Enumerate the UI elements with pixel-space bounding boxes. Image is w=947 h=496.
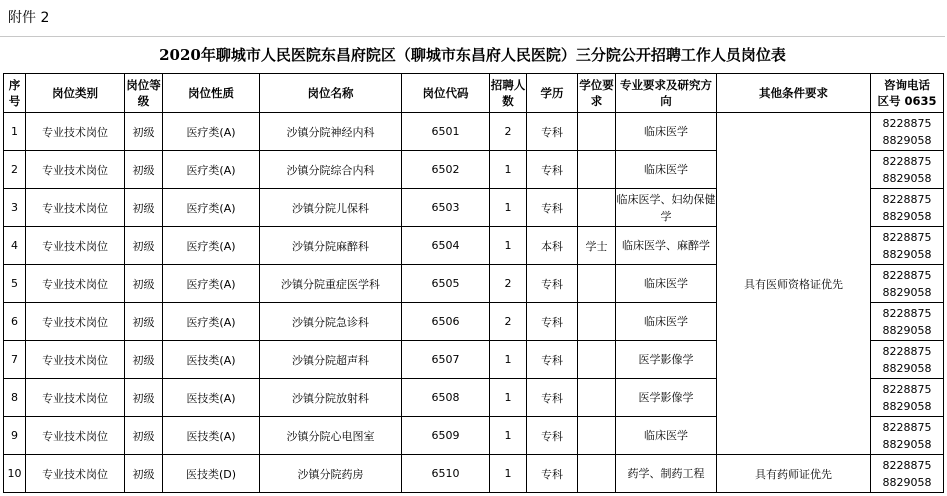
cell-degree: 学士 <box>578 227 616 265</box>
header-category: 岗位类别 <box>26 74 125 113</box>
cell-level: 初级 <box>125 341 163 379</box>
header-level: 岗位等级 <box>125 74 163 113</box>
cell-education: 专科 <box>527 303 578 341</box>
cell-other: 具有药师证优先 <box>717 455 871 493</box>
cell-seq: 7 <box>4 341 26 379</box>
cell-name: 沙镇分院麻醉科 <box>260 227 402 265</box>
header-count: 招聘人数 <box>490 74 527 113</box>
header-phone-line2: 区号 0635 <box>877 94 937 108</box>
cell-name: 沙镇分院药房 <box>260 455 402 493</box>
phone-number-1: 8228875 <box>882 116 932 130</box>
cell-level: 初级 <box>125 265 163 303</box>
header-row <box>4 74 944 113</box>
cell-major: 临床医学 <box>616 113 717 151</box>
cell-category: 专业技术岗位 <box>26 227 125 265</box>
cell-seq: 8 <box>4 379 26 417</box>
cell-major: 药学、制药工程 <box>616 455 717 493</box>
cell-level: 初级 <box>125 379 163 417</box>
cell-name: 沙镇分院放射科 <box>260 379 402 417</box>
phone-number-2: 8829058 <box>882 285 932 299</box>
cell-seq: 9 <box>4 417 26 455</box>
cell-nature: 医技类(A) <box>163 417 260 455</box>
cell-degree <box>578 151 616 189</box>
cell-code: 6504 <box>402 227 490 265</box>
phone-number-1: 8228875 <box>882 192 932 206</box>
cell-code: 6505 <box>402 265 490 303</box>
cell-level: 初级 <box>125 455 163 493</box>
cell-category: 专业技术岗位 <box>26 113 125 151</box>
cell-nature: 医疗类(A) <box>163 151 260 189</box>
cell-seq: 1 <box>4 113 26 151</box>
cell-degree <box>578 189 616 227</box>
cell-nature: 医疗类(A) <box>163 227 260 265</box>
cell-major: 临床医学、麻醉学 <box>616 227 717 265</box>
phone-number-2: 8829058 <box>882 209 932 223</box>
cell-major: 临床医学 <box>616 265 717 303</box>
header-major: 专业要求及研究方向 <box>616 74 717 113</box>
header-education: 学历 <box>527 74 578 113</box>
phone-number-1: 8228875 <box>882 268 932 282</box>
cell-code: 6503 <box>402 189 490 227</box>
cell-category: 专业技术岗位 <box>26 379 125 417</box>
table-title: 2020年聊城市人民医院东昌府院区（聊城市东昌府人民医院）三分院公开招聘工作人员岗位表 <box>159 46 786 64</box>
cell-level: 初级 <box>125 113 163 151</box>
cell-phone <box>871 379 944 417</box>
cell-count: 2 <box>490 303 527 341</box>
header-phone <box>871 74 944 113</box>
header-nature: 岗位性质 <box>163 74 260 113</box>
cell-education: 专科 <box>527 113 578 151</box>
cell-major: 医学影像学 <box>616 379 717 417</box>
cell-major: 临床医学、妇幼保健学 <box>616 189 717 227</box>
cell-education: 专科 <box>527 455 578 493</box>
phone-number-1: 8228875 <box>882 154 932 168</box>
cell-seq: 3 <box>4 189 26 227</box>
header-other: 其他条件要求 <box>717 74 871 113</box>
cell-code: 6510 <box>402 455 490 493</box>
cell-name: 沙镇分院儿保科 <box>260 189 402 227</box>
cell-degree <box>578 455 616 493</box>
cell-count: 2 <box>490 113 527 151</box>
cell-degree <box>578 303 616 341</box>
cell-count: 1 <box>490 417 527 455</box>
cell-degree <box>578 417 616 455</box>
cell-education: 专科 <box>527 341 578 379</box>
phone-number-2: 8829058 <box>882 323 932 337</box>
cell-degree <box>578 379 616 417</box>
table-row <box>4 113 944 151</box>
phone-number-2: 8829058 <box>882 247 932 261</box>
cell-degree <box>578 113 616 151</box>
cell-code: 6506 <box>402 303 490 341</box>
cell-category: 专业技术岗位 <box>26 189 125 227</box>
cell-nature: 医技类(A) <box>163 379 260 417</box>
cell-phone <box>871 227 944 265</box>
phone-number-2: 8829058 <box>882 361 932 375</box>
cell-education: 专科 <box>527 265 578 303</box>
cell-phone <box>871 417 944 455</box>
cell-category: 专业技术岗位 <box>26 455 125 493</box>
phone-number-1: 8228875 <box>882 420 932 434</box>
phone-number-1: 8228875 <box>882 230 932 244</box>
cell-level: 初级 <box>125 303 163 341</box>
cell-phone <box>871 151 944 189</box>
cell-category: 专业技术岗位 <box>26 151 125 189</box>
header-name: 岗位名称 <box>260 74 402 113</box>
cell-education: 专科 <box>527 189 578 227</box>
cell-category: 专业技术岗位 <box>26 265 125 303</box>
cell-seq: 5 <box>4 265 26 303</box>
cell-seq: 10 <box>4 455 26 493</box>
cell-nature: 医疗类(A) <box>163 113 260 151</box>
cell-education: 本科 <box>527 227 578 265</box>
cell-count: 1 <box>490 455 527 493</box>
cell-education: 专科 <box>527 417 578 455</box>
cell-count: 1 <box>490 151 527 189</box>
cell-level: 初级 <box>125 151 163 189</box>
cell-name: 沙镇分院超声科 <box>260 341 402 379</box>
cell-count: 1 <box>490 189 527 227</box>
cell-major: 临床医学 <box>616 151 717 189</box>
cell-level: 初级 <box>125 227 163 265</box>
cell-name: 沙镇分院神经内科 <box>260 113 402 151</box>
phone-number-2: 8829058 <box>882 399 932 413</box>
attachment-label: 附件 2 <box>0 0 945 37</box>
cell-phone <box>871 341 944 379</box>
cell-count: 1 <box>490 341 527 379</box>
phone-number-2: 8829058 <box>882 133 932 147</box>
cell-seq: 6 <box>4 303 26 341</box>
phone-number-1: 8228875 <box>882 306 932 320</box>
cell-code: 6502 <box>402 151 490 189</box>
cell-seq: 2 <box>4 151 26 189</box>
cell-phone <box>871 113 944 151</box>
cell-education: 专科 <box>527 379 578 417</box>
cell-nature: 医疗类(A) <box>163 303 260 341</box>
header-degree: 学位要求 <box>578 74 616 113</box>
cell-name: 沙镇分院急诊科 <box>260 303 402 341</box>
cell-code: 6508 <box>402 379 490 417</box>
positions-table <box>3 73 944 493</box>
cell-level: 初级 <box>125 417 163 455</box>
header-seq: 序号 <box>4 74 26 113</box>
cell-seq: 4 <box>4 227 26 265</box>
cell-nature: 医技类(A) <box>163 341 260 379</box>
cell-education: 专科 <box>527 151 578 189</box>
phone-number-2: 8829058 <box>882 475 932 489</box>
cell-count: 2 <box>490 265 527 303</box>
cell-name: 沙镇分院重症医学科 <box>260 265 402 303</box>
cell-level: 初级 <box>125 189 163 227</box>
cell-name: 沙镇分院综合内科 <box>260 151 402 189</box>
cell-code: 6507 <box>402 341 490 379</box>
table-row <box>4 455 944 493</box>
cell-nature: 医技类(D) <box>163 455 260 493</box>
cell-phone <box>871 265 944 303</box>
cell-category: 专业技术岗位 <box>26 341 125 379</box>
header-phone-line1: 咨询电话 <box>884 78 930 92</box>
cell-major: 临床医学 <box>616 303 717 341</box>
phone-number-1: 8228875 <box>882 458 932 472</box>
cell-major: 医学影像学 <box>616 341 717 379</box>
cell-code: 6509 <box>402 417 490 455</box>
cell-phone <box>871 303 944 341</box>
cell-nature: 医疗类(A) <box>163 189 260 227</box>
cell-phone <box>871 189 944 227</box>
cell-phone <box>871 455 944 493</box>
phone-number-2: 8829058 <box>882 437 932 451</box>
cell-degree <box>578 341 616 379</box>
phone-number-1: 8228875 <box>882 382 932 396</box>
cell-nature: 医疗类(A) <box>163 265 260 303</box>
cell-category: 专业技术岗位 <box>26 303 125 341</box>
cell-other-merged: 具有医师资格证优先 <box>717 113 871 455</box>
cell-degree <box>578 265 616 303</box>
cell-major: 临床医学 <box>616 417 717 455</box>
cell-name: 沙镇分院心电图室 <box>260 417 402 455</box>
phone-number-1: 8228875 <box>882 344 932 358</box>
cell-category: 专业技术岗位 <box>26 417 125 455</box>
phone-number-2: 8829058 <box>882 171 932 185</box>
cell-code: 6501 <box>402 113 490 151</box>
header-code: 岗位代码 <box>402 74 490 113</box>
cell-count: 1 <box>490 227 527 265</box>
cell-count: 1 <box>490 379 527 417</box>
